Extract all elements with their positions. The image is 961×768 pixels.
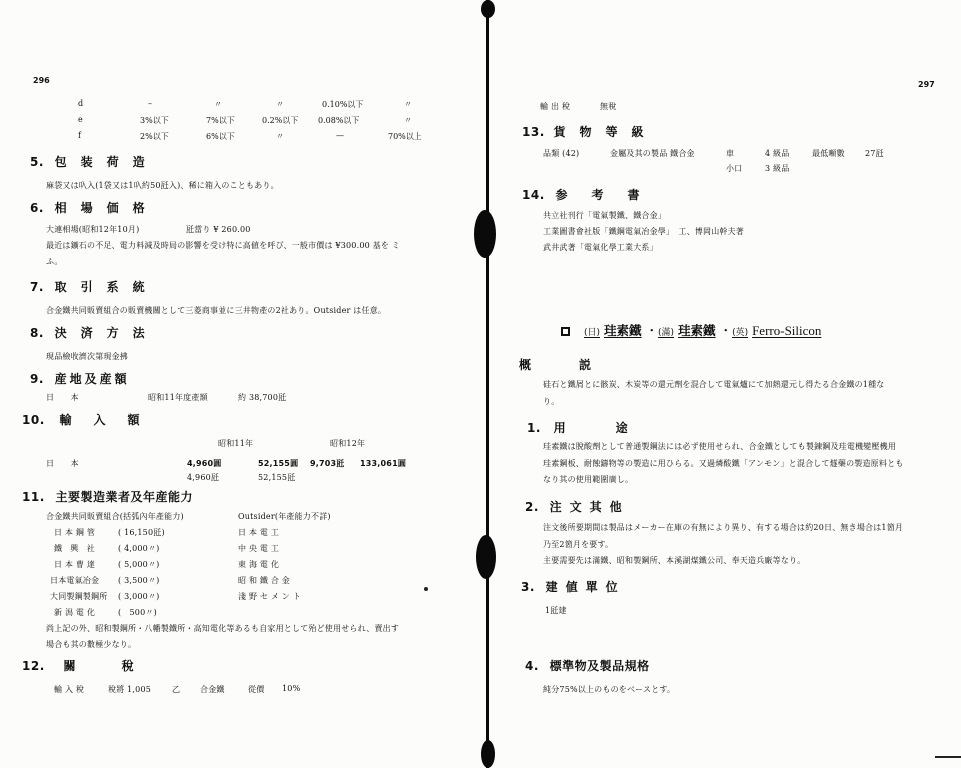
manufacturer-name: 鐵 興 社	[54, 544, 95, 553]
section-body: ふ。	[46, 257, 63, 266]
section-heading	[521, 578, 626, 595]
section-title: 主要製造業者及年産能力	[55, 490, 193, 504]
outsider-name: 日 本 電 工	[238, 528, 280, 537]
manufacturer-name: 大同製鋼製鋼所	[50, 592, 108, 601]
country: 日 本	[46, 393, 79, 402]
outsider-name: 昭 和 鐵 合 金	[238, 576, 290, 585]
section-heading	[525, 498, 630, 515]
table-cell: 0.10%以下	[322, 100, 364, 109]
manufacturer-capacity: ( 5,000〃)	[118, 560, 160, 569]
section-body: 注文後所要期間は製品はメーカー在庫の有無により異り、有する場合は約20日、無き場合は1箇月	[543, 523, 904, 532]
cargo-type: 車	[726, 149, 735, 158]
spine-shadow	[481, 740, 495, 768]
table-cell: 〃	[404, 116, 412, 125]
section-heading	[522, 123, 657, 140]
table-cell: –	[148, 99, 152, 108]
import-value: 4,960圓	[187, 459, 222, 468]
title-man: 珪素鐵	[678, 323, 716, 338]
outsider-name: 東 海 電 化	[238, 560, 280, 569]
section-title: 産地及産額	[54, 372, 130, 386]
title-jp: 珪素鐵	[604, 323, 642, 338]
table-cell: 70%以上	[388, 132, 422, 141]
cargo-type: 小口	[726, 164, 743, 173]
right-page	[495, 0, 961, 768]
section-title: 關稅	[63, 659, 180, 673]
tariff-item: 合金鐵	[200, 685, 225, 694]
title-lang-tag: (滿)	[658, 328, 675, 338]
table-cell: 0.08%以下	[318, 116, 360, 125]
section-title: 貨物等級	[553, 125, 658, 139]
spine-shadow	[481, 0, 495, 18]
section-heading	[527, 419, 678, 436]
table-cell: 〃	[276, 132, 284, 141]
section-body: なり其の使用範圍廣し。	[543, 475, 634, 484]
page-number: 297	[918, 80, 935, 89]
article-title	[561, 321, 821, 339]
row-label: e	[78, 115, 83, 124]
year-label: 昭和11年度產額	[148, 393, 208, 402]
section-number: 5.	[30, 155, 44, 169]
import-value: 9,703瓩	[310, 459, 345, 468]
section-number: 8.	[30, 326, 44, 340]
year-header: 昭和12年	[330, 439, 366, 448]
table-cell: 〃	[214, 100, 222, 109]
table-cell: 3%以下	[140, 116, 169, 125]
section-heading	[522, 186, 663, 203]
import-value: 4,960瓩	[187, 473, 220, 482]
section-number: 6.	[30, 201, 44, 215]
section-title: 概説	[519, 358, 640, 372]
production-amount: 約 38,700瓩	[238, 393, 287, 402]
section-heading	[30, 370, 130, 387]
section-note: 尚上記の外、昭和製鋼所・八幡製鐵所・高知電化等あるも自家用として殆ど使用せられ、賣出す	[46, 624, 400, 633]
section-heading	[30, 324, 159, 341]
manufacturer-capacity: ( 500〃)	[118, 608, 157, 617]
section-title: 決済方法	[54, 326, 159, 340]
reference-item: 武井武著「電氣化學工業大系」	[543, 243, 658, 252]
section-body: 1瓩建	[545, 606, 567, 615]
section-heading	[525, 657, 650, 674]
section-number: 4.	[525, 659, 539, 673]
section-number: 7.	[30, 280, 44, 294]
manufacturer-name: 日 本 曹 達	[54, 560, 96, 569]
import-value: 52,155圓	[258, 459, 299, 468]
table-cell: 6%以下	[206, 132, 235, 141]
section-title: 建値單位	[545, 580, 626, 594]
section-title: 輸入額	[59, 413, 162, 427]
manufacturer-name: 日本電氣冶金	[50, 576, 100, 585]
section-number: 3.	[521, 580, 535, 594]
row-label: d	[78, 99, 84, 108]
page-number: 296	[33, 76, 50, 85]
import-value: 133,061圓	[360, 459, 407, 468]
spine-shadow	[476, 535, 496, 579]
section-body: 最近は鑛石の不足、電力料減及時局の影響を受け特に高値を呼び、一般市價は ¥300.00 基を ミ	[46, 241, 400, 250]
table-cell: 〃	[404, 100, 412, 109]
section-heading	[22, 657, 179, 674]
cargo-grade: 4 級品	[765, 149, 790, 158]
section-body: 乃至2箇月を要す。	[543, 540, 614, 549]
outsider-name: 淺 野 セ メ ン ト	[238, 592, 301, 601]
tariff-number: 稅將 1,005	[108, 685, 152, 694]
reference-item: 共立社刊行「電氣製鐵、鐵合金」	[543, 211, 666, 220]
section-body: 純分75%以上のものをベースとす。	[543, 685, 676, 694]
export-tax-label: 輸 出 稅	[540, 102, 571, 111]
speck	[424, 587, 428, 591]
section-body: 硅石と鐵屑とに骸炭、木炭等の還元劑を混合して電氣爐にて加熱還元し得たる合金鐵の1種な	[543, 380, 885, 389]
table-cell: 2%以下	[140, 132, 169, 141]
section-number: 13.	[522, 125, 545, 139]
section-number: 12.	[22, 659, 45, 673]
section-number: 14.	[522, 188, 545, 202]
list-header: Outsider(年產能力不詳)	[238, 512, 331, 521]
tariff-class: 乙	[172, 685, 181, 694]
section-number: 10.	[22, 413, 45, 427]
section-title: 用途	[553, 421, 678, 435]
cargo-min-label: 最低噸數	[812, 149, 845, 158]
section-body: 主要需要先は滿鐵、昭和製鋼所、本溪湖煤鐵公司、奉天造兵廠等なり。	[543, 556, 806, 565]
year-header: 昭和11年	[218, 439, 254, 448]
section-heading	[22, 411, 161, 428]
row-label: f	[78, 131, 81, 140]
manufacturer-name: 新 潟 電 化	[54, 608, 96, 617]
section-number: 2.	[525, 500, 539, 514]
price-value: 瓩當り ¥ 260.00	[186, 225, 251, 234]
table-cell: 0.2%以下	[262, 116, 299, 125]
list-header: 合金鐵共同販賣組合(括弧內年產能力)	[46, 512, 184, 521]
section-heading	[30, 278, 159, 295]
tariff-rate: 10%	[282, 684, 301, 693]
title-separator: ・	[719, 323, 733, 338]
cargo-item: 金屬及其の製品 鐵合金	[610, 149, 695, 158]
reference-item: 工業圖書會社版「鐵鋼電氣冶金學」 工、博岡山幹夫著	[543, 227, 744, 236]
section-body: 珪素鋼板、耐蝕鑄物等の製造に用ひらる。又過燐酸鐵「アンモン」と混合して燧藥の製造原料とも	[543, 459, 904, 468]
title-lang-tag: (英)	[732, 328, 749, 338]
section-heading	[22, 488, 193, 505]
section-title: 標準物及製品規格	[549, 659, 650, 673]
country: 日 本	[46, 459, 79, 468]
section-title: 相場価格	[54, 201, 159, 215]
section-body: 麻袋又は叺入(1袋又は1叺約50瓩入)、稀に箱入のこともあり。	[46, 181, 279, 190]
page-corner	[935, 756, 961, 768]
cargo-grade: 3 級品	[765, 164, 790, 173]
section-body: 珪素鐵は脫酸劑として普通製鋼法には必ず使用せられ、合金鐵としても製錬鋼及珪電機變壓機用	[543, 442, 897, 451]
manufacturer-capacity: ( 3,000〃)	[118, 592, 160, 601]
tariff-basis: 從價	[248, 685, 265, 694]
table-cell: 7%以下	[206, 116, 235, 125]
manufacturer-capacity: ( 3,500〃)	[118, 576, 160, 585]
section-number: 1.	[527, 421, 541, 435]
title-en: Ferro-Silicon	[752, 323, 822, 338]
section-number: 9.	[30, 372, 44, 386]
book-spine	[486, 0, 489, 768]
table-cell: 〃	[276, 100, 284, 109]
price-label: 大連相場(昭和12年10月)	[46, 225, 140, 234]
section-note: 場合も其の數極少なり。	[46, 640, 137, 649]
title-separator: ・	[645, 323, 659, 338]
section-body: り。	[543, 397, 560, 406]
section-body: 合金鐵共同販賣組合の販賣機關として三菱商事並に三井物產の2社あり。Outsider は任意。	[46, 306, 387, 315]
manufacturer-name: 日 本 鋼 管	[54, 528, 96, 537]
outsider-name: 中 央 電 工	[238, 544, 280, 553]
table-cell: —	[336, 131, 344, 140]
section-body: 現品檢收濟次第現金拂	[46, 352, 128, 361]
tariff-label: 輸 入 稅	[54, 685, 85, 694]
section-title: 取引系統	[54, 280, 159, 294]
section-title: 参考書	[555, 188, 664, 202]
cargo-min-value: 27瓩	[865, 149, 884, 158]
import-value: 52,155瓩	[258, 473, 296, 482]
title-lang-tag: (日)	[584, 328, 601, 338]
manufacturer-capacity: ( 16,150瓩)	[118, 528, 165, 537]
manufacturer-capacity: ( 4,000〃)	[118, 544, 160, 553]
section-number: 11.	[22, 490, 45, 504]
spine-shadow	[474, 210, 496, 258]
cargo-category: 品類 (42)	[543, 149, 580, 158]
section-heading	[30, 153, 159, 170]
section-heading	[30, 199, 159, 216]
square-bullet-icon	[561, 327, 570, 336]
section-title: 包装荷造	[54, 155, 159, 169]
section-title: 注文其他	[549, 500, 630, 514]
export-tax-value: 無稅	[600, 102, 617, 111]
